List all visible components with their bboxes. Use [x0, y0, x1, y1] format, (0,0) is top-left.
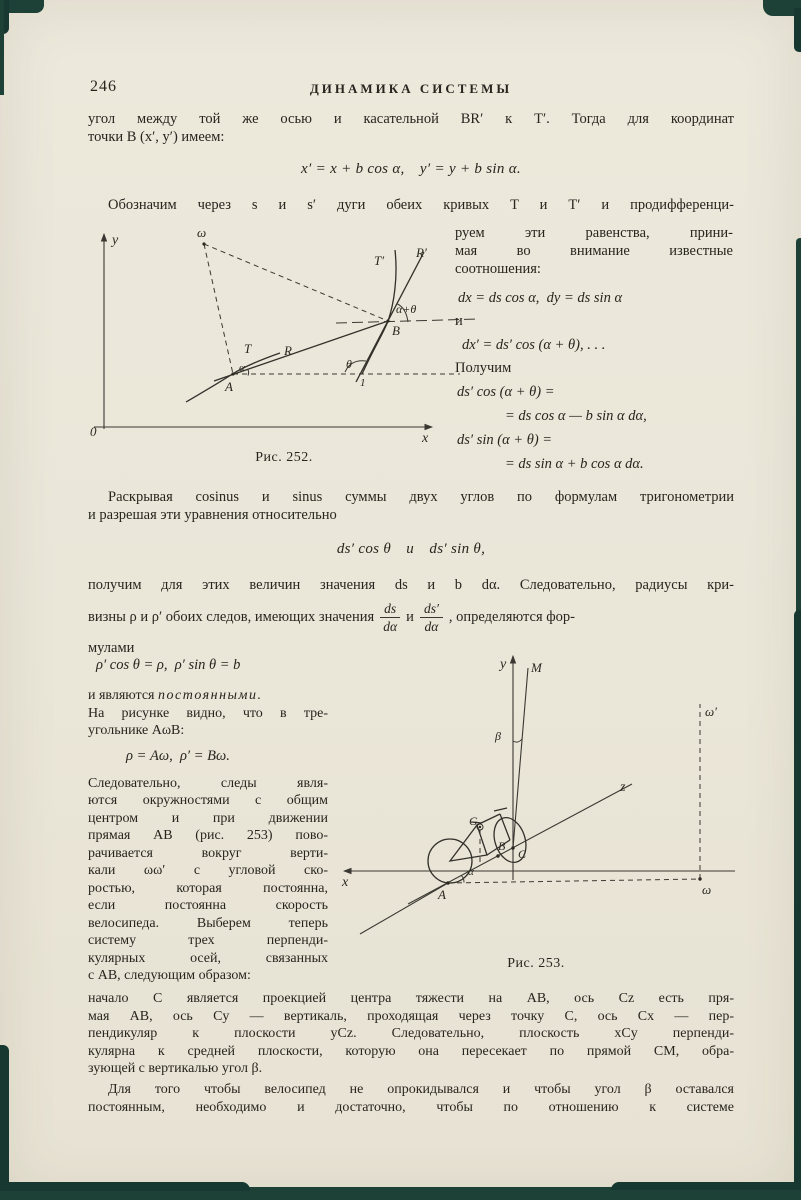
- fig252-label-B: B: [392, 323, 400, 338]
- fig252-label-origin: 0: [90, 424, 97, 439]
- text-line: и: [455, 313, 463, 329]
- paragraph-3: [88, 488, 734, 524]
- fig252-label-omega: ω: [197, 225, 207, 240]
- fig253-label-A: A: [438, 887, 446, 902]
- fig253-label-G: G: [469, 814, 478, 828]
- fig253-dashed-lines: [448, 704, 700, 883]
- paragraph-2-line: Обозначим через s и s′ дуги обеих кривых T и T′ и продифференци-: [108, 197, 734, 213]
- fig253-axes: [344, 656, 735, 934]
- text-line: велосипеда. Выберем теперь: [88, 915, 328, 931]
- text-line: пендикуляр к плоскости yCz. Следовательно, плоскость xCy перпенди-: [88, 1026, 734, 1041]
- fig253-label-alpha: α: [468, 866, 474, 878]
- text-line: зующей с вертикалью угол β.: [88, 1061, 263, 1076]
- text-line: систему трех перпенди-: [88, 933, 328, 948]
- fig253-label-C: C: [518, 847, 527, 861]
- scan-artifact-left-sliver: [0, 0, 4, 95]
- text-line: и разрешая эти уравнения относительно: [88, 507, 337, 523]
- text-line: кулярных осей, связанных: [88, 950, 328, 966]
- text-line: если постоянна скорость: [88, 898, 328, 913]
- fig252-curves: [186, 250, 424, 402]
- scan-artifact-top-right-2: [794, 8, 801, 52]
- right-column: [455, 224, 733, 473]
- page-number: 246: [90, 78, 117, 95]
- paragraph-5: [88, 990, 734, 1078]
- text-run: и: [406, 609, 414, 625]
- fraction-denominator: dα: [383, 619, 398, 634]
- text-line: [88, 687, 328, 705]
- formula-rho-cos: ρ′ cos θ = ρ, ρ′ sin θ = b: [96, 657, 241, 673]
- fig252-points: [202, 242, 389, 375]
- text-run: визны ρ и ρ′ обоих следов, имеющих значения: [88, 609, 375, 625]
- left-column: [88, 656, 328, 985]
- left-column-paragraph: [88, 775, 328, 985]
- text-line: рачивается вокруг верти-: [88, 845, 328, 861]
- fig253-label-z-axis: z: [620, 780, 626, 795]
- formula-ds-theta: ds′ cos θ и ds′ sin θ,: [336, 541, 486, 557]
- text-line: руем эти равенства, прини-: [455, 225, 733, 241]
- fraction-ds-da: [380, 601, 400, 634]
- fig253-label-omega-prime: ω′: [705, 704, 718, 719]
- figure-252: [88, 222, 480, 446]
- fig252-label-alpha-plus-theta: α+θ: [396, 302, 417, 316]
- text-line-with-fractions: [88, 599, 734, 636]
- formula-ds-cos: ds′ cos (α + θ) =: [457, 384, 555, 400]
- text-line: получим для этих величин значения ds и b dα. Следовательно, радиусы кри-: [88, 577, 734, 593]
- text-line: прямая AB (рис. 253) пово-: [88, 828, 328, 843]
- formula-ds-sin-rhs: = ds sin α + b cos α dα.: [505, 456, 644, 472]
- formula-dx-prime: dx′ = ds′ cos (α + θ), . . .: [462, 337, 606, 353]
- fraction-numerator: ds: [380, 601, 400, 618]
- fig252-dashed-radii: [204, 244, 460, 374]
- fig253-label-beta: β: [495, 729, 501, 743]
- fig252-label-R-prime: R′: [416, 245, 427, 260]
- emphasized-word: постоянными.: [158, 688, 263, 703]
- text-line: с AB, следующим образом:: [88, 968, 251, 983]
- text-line: соотношения:: [455, 261, 541, 277]
- scan-artifact-right-strip-2: [794, 610, 801, 1200]
- fig253-points: [446, 824, 701, 885]
- text-run: и являются: [88, 688, 158, 703]
- paragraph-6: [88, 1081, 734, 1116]
- text-line: кали ωω′ с угловой ско-: [88, 863, 328, 878]
- fig253-label-y-axis: y: [500, 657, 507, 672]
- scan-artifact-bottom-strip-3: [611, 1182, 801, 1190]
- figure-253: [330, 642, 742, 954]
- scan-artifact-bottom-left: [0, 1045, 9, 1200]
- fig252-label-A: A: [225, 379, 233, 394]
- text-line: ются окружностями с общим: [88, 793, 328, 808]
- text-line: мулами: [88, 640, 135, 656]
- text-line: мая во внимание известные: [455, 243, 733, 259]
- fig252-label-T-prime: T′: [374, 253, 385, 268]
- running-header: ДИНАМИКА СИСТЕМЫ: [309, 81, 513, 96]
- text-run: , определяются фор-: [448, 609, 575, 625]
- text-line: На рисунке видно, что в тре-: [88, 705, 328, 721]
- formula-coordinates: x′ = x + b cos α, y′ = y + b sin α.: [301, 161, 521, 177]
- text-line: Раскрывая cosinus и sinus суммы двух углов по формулам тригонометрии: [108, 489, 734, 505]
- fig252-label-x-axis: x: [422, 431, 429, 446]
- fig252-label-alpha: α: [239, 362, 245, 374]
- formula-rho-equals: ρ = Aω, ρ′ = Bω.: [126, 747, 230, 764]
- figure-252-caption: Рис. 252.: [255, 450, 313, 465]
- scan-artifact-right-strip: [796, 238, 801, 638]
- text-line: начало C является проекцией центра тяжести на AB, ось Cz есть пря-: [88, 991, 734, 1006]
- fig253-label-M: M: [531, 660, 542, 675]
- scan-artifact-bottom-strip-2: [0, 1182, 250, 1191]
- text-line: угол между той же осью и касательной BR′ к T′. Тогда для координат: [88, 111, 734, 127]
- text-line: точки B (x′, y′) имеем:: [88, 129, 225, 145]
- text-line: постоянным, необходимо и достаточно, чтобы по отношению к системе: [88, 1099, 734, 1115]
- fig252-label-one: 1: [360, 377, 366, 389]
- fig252-label-theta: θ: [346, 357, 352, 371]
- text-line: центром и при движении: [88, 810, 328, 826]
- fig252-label-T: T: [244, 341, 252, 356]
- text-line: Следовательно, следы явля-: [88, 775, 328, 791]
- fraction-numerator: ds′: [420, 601, 443, 618]
- formula-ds-cos-rhs: = ds cos α — b sin α dα,: [505, 408, 647, 424]
- text-line: Получим: [455, 360, 512, 376]
- fig252-angle-arcs: [248, 304, 409, 376]
- text-line: мая AB, ось Cy — вертикаль, проходящая через точку C, ось Cx — пер-: [88, 1008, 734, 1024]
- fraction-denominator: dα: [424, 619, 439, 634]
- fraction-dsp-da: [420, 601, 443, 634]
- text-line: ростью, которая постоянна,: [88, 880, 328, 896]
- fig253-label-x-axis: x: [342, 875, 349, 890]
- formula-dx-dy: dx = ds cos α, dy = ds sin α: [458, 290, 623, 306]
- fig253-label-B: B: [498, 839, 506, 853]
- text-line: кулярна к средней плоскости, которую она пересекает по прямой CM, обра-: [88, 1043, 734, 1059]
- fig252-label-R: R: [284, 343, 292, 358]
- figure-253-caption: Рис. 253.: [507, 956, 565, 971]
- fig252-label-y-axis: y: [112, 233, 119, 248]
- text-line: Для того чтобы велосипед не опрокидывался и чтобы угол β оставался: [108, 1082, 734, 1097]
- paragraph-1: [88, 110, 734, 146]
- fig253-label-omega: ω: [702, 882, 712, 897]
- formula-ds-sin: ds′ sin (α + θ) =: [457, 432, 553, 448]
- text-line: угольнике AωB:: [88, 723, 185, 738]
